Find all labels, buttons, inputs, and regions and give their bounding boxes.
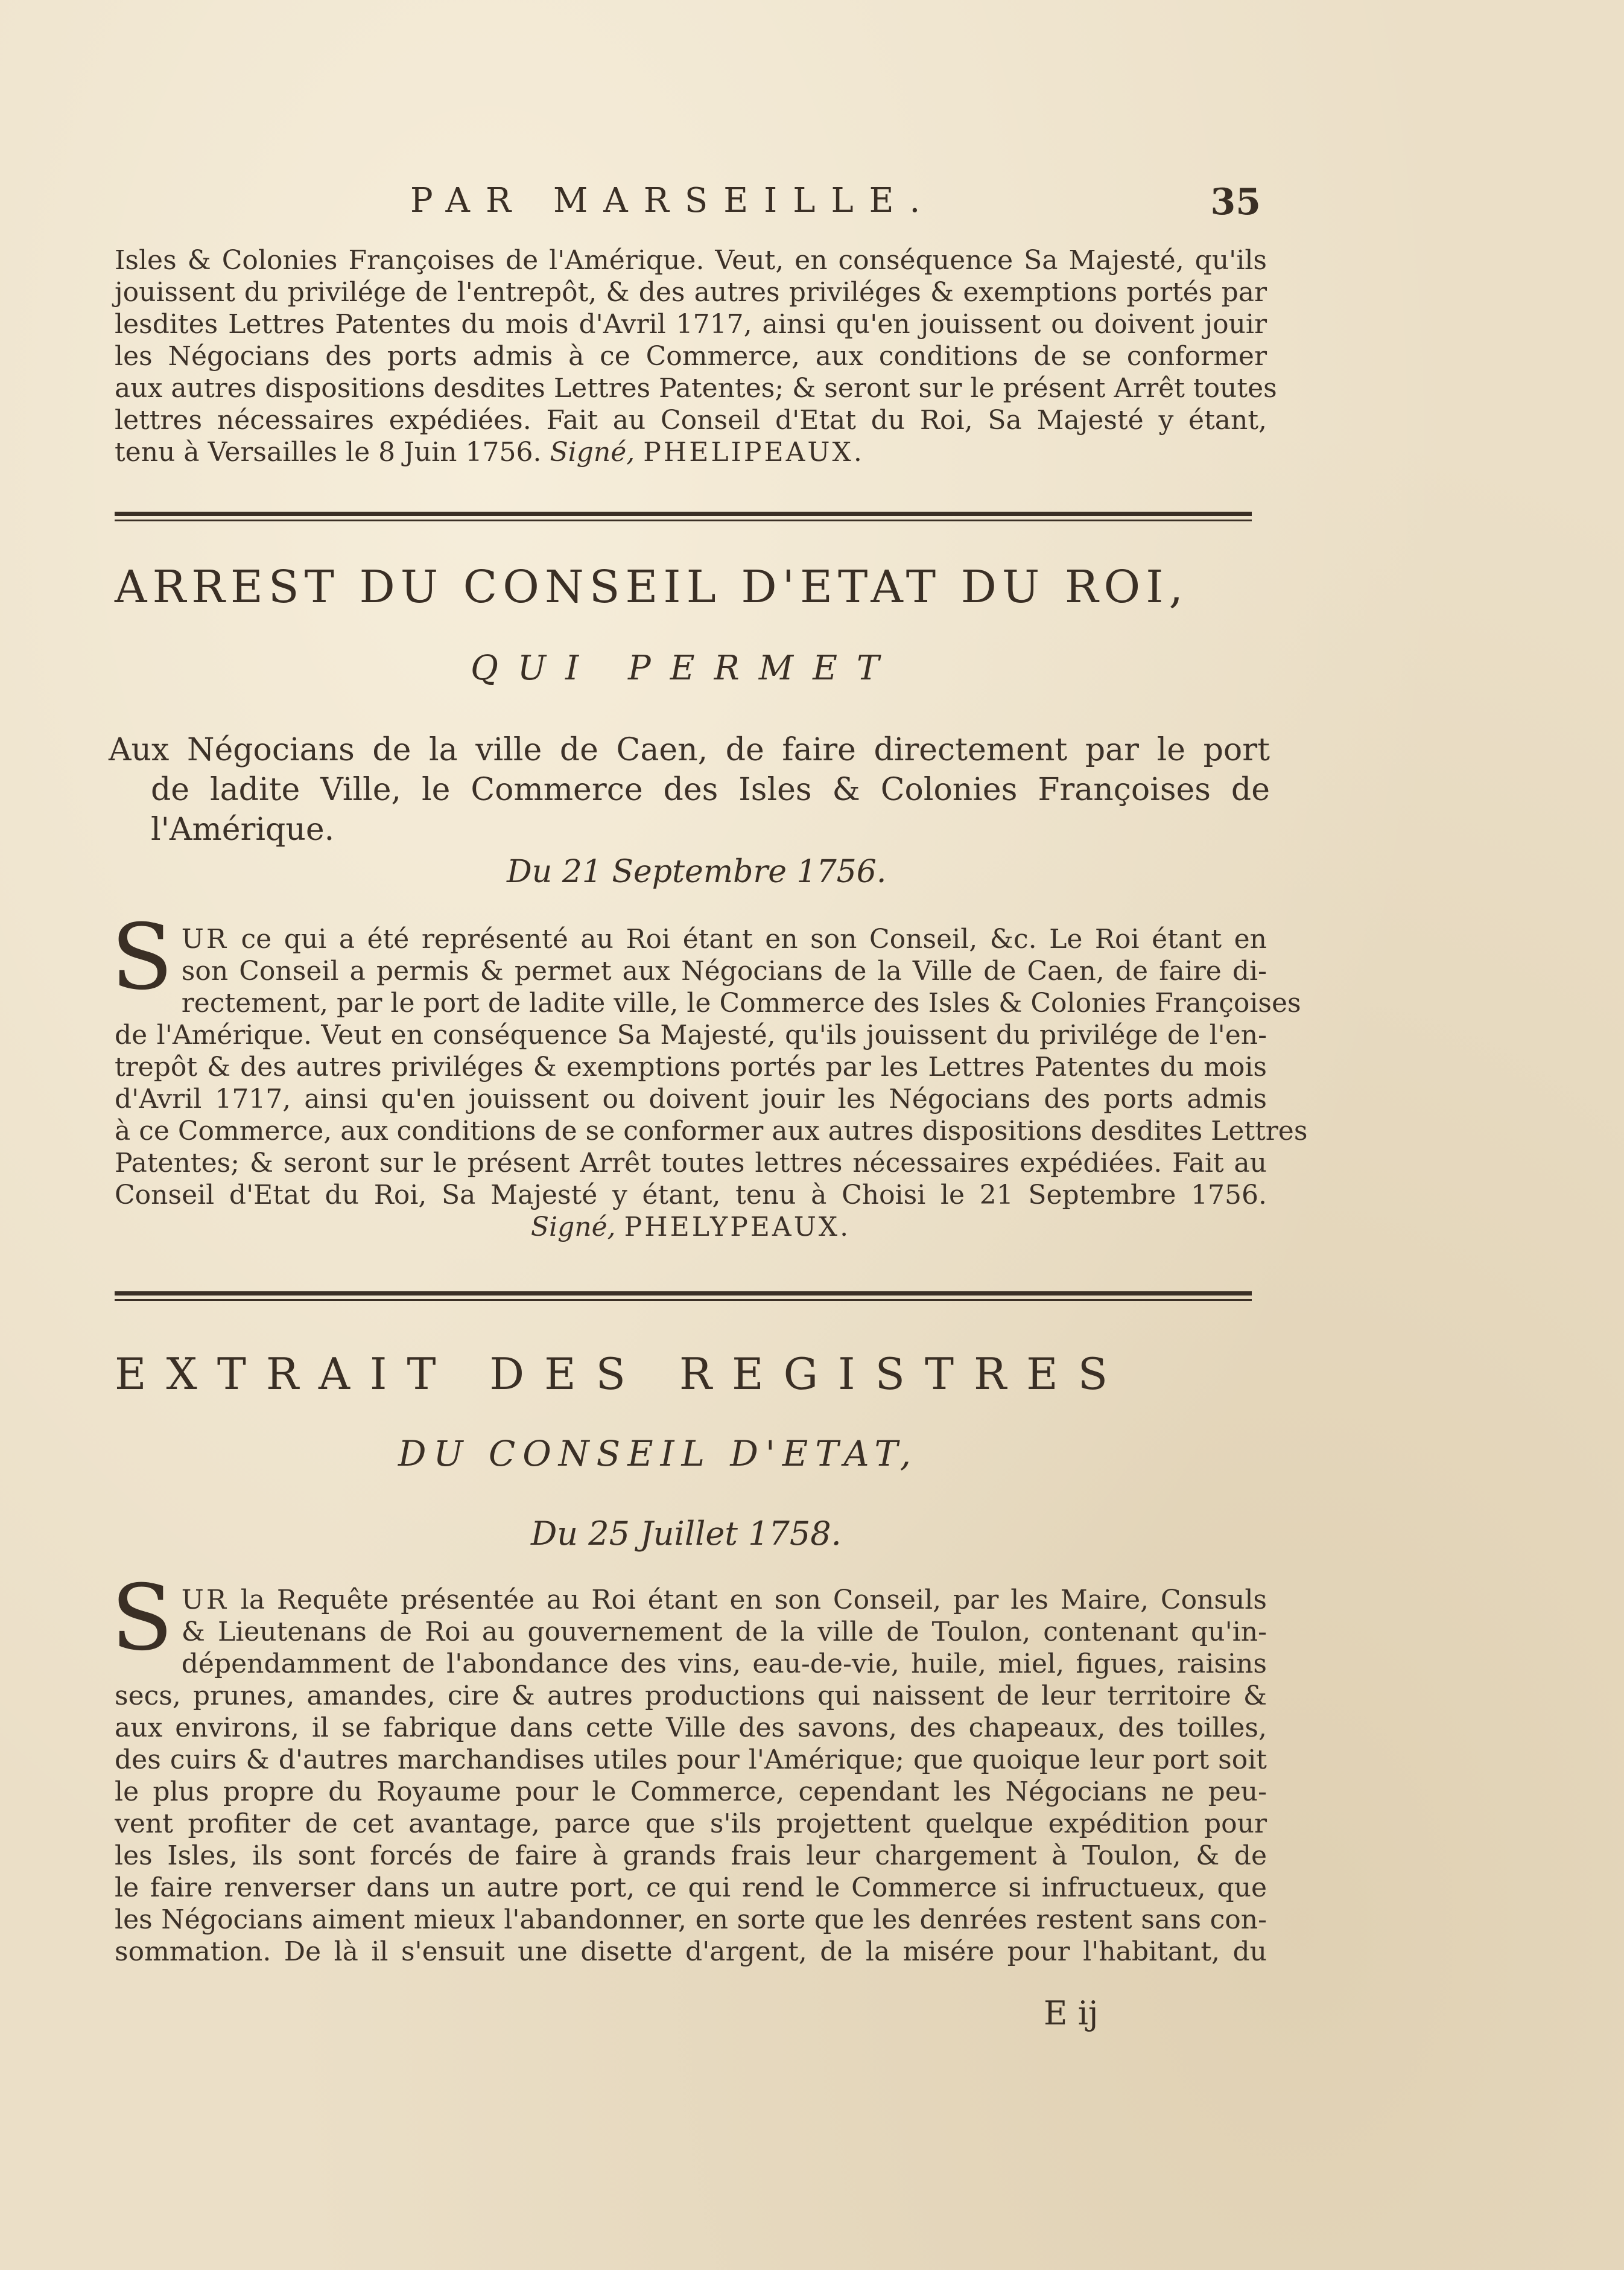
extrait-subtitle: DU CONSEIL D'ETAT,: [398, 1433, 919, 1474]
first-word: UR: [181, 1585, 229, 1615]
first-word: UR: [181, 924, 229, 955]
summary-line: de ladite Ville, le Commerce des Isles & Colonies Françoises de: [151, 772, 1270, 808]
arrest-title: ARREST DU CONSEIL D'ETAT DU ROI,: [115, 561, 1188, 613]
text-line: rectement, par le port de ladite ville, le Commerce des Isles & Colonies Françoises: [181, 988, 1301, 1019]
drop-cap: S: [111, 905, 173, 1010]
text-line: lesdites Lettres Patentes du mois d'Avril 1717, ainsi qu'en jouissent ou doivent jouir: [115, 309, 1267, 340]
text-line: le plus propre du Royaume pour le Commerce, cependant les Négocians ne peu-: [115, 1776, 1267, 1807]
text-line: les Isles, ils sont forcés de faire à grands frais leur chargement à Toulon, & de: [115, 1840, 1267, 1871]
text-line-final: tenu à Versailles le 8 Juin 1756. Signé, PHELIPEAUX.: [115, 437, 864, 468]
summary-line: Aux Négocians de la ville de Caen, de faire directement par le port: [109, 732, 1270, 768]
signed-label: Signé,: [550, 437, 635, 468]
arrest-summary: [109, 730, 1270, 850]
text-line: le faire renverser dans un autre port, ce qui rend le Commerce si infructueux, que: [115, 1872, 1267, 1903]
section-rule: [115, 1291, 1252, 1301]
text-line: à ce Commerce, aux conditions de se conformer aux autres dispositions desdites Lettres: [115, 1116, 1308, 1146]
arrest-date: Du 21 Septembre 1756.: [507, 854, 887, 890]
extrait-date: Du 25 Juillet 1758.: [531, 1515, 842, 1553]
section-rule: [115, 512, 1252, 521]
text-line: les Négocians des ports admis à ce Commerce, aux conditions de se conformer: [115, 341, 1267, 372]
text-line: Isles & Colonies Françoises de l'Amérique. Veut, en conséquence Sa Majesté, qu'ils: [115, 245, 1267, 276]
text-line: vent profiter de cet avantage, parce que s'ils projettent quelque expédition pour: [115, 1808, 1267, 1839]
extrait-body: S UR la Requête présentée au Roi étant en son Conseil, par les Maire, Consuls & Lieutenans de Roi au gouvernement de la ville de Toulon, contenant qu'in- dépendamment de l'abondance des vins, eau-de-vie, huile, miel, figues, raisins secs, prunes, amandes, cire & autres productions qui naissent de leur territoire & aux environs, il se fabrique dans cette Ville des savons, des chapeaux, des toilles, des cuirs & d'autres marchandises utiles pour l'Amérique; que quoique leur port soit le plus propre du Royaume pour le Commerce, cependant les Négocians ne peu- vent profiter de cet avantage, parce que s'ils projettent quelque expédition pour les Isles, ils sont forcés de faire à grands frais leur chargement à Toulon, & de le faire renverser dans un autre port, ce qui rend le Commerce si infructueux, que les Négocians aiment mieux l'abandonner, en sorte que les denrées restent sans con- sommation. De là il s'ensuit une disette d'argent, de la misére pour l'habitant, du: [111, 1566, 1267, 1967]
signed-label: Signé,: [530, 1212, 616, 1242]
drop-cap: S: [111, 1566, 173, 1671]
text-line: son Conseil a permis & permet aux Négocians de la Ville de Caen, de faire di-: [181, 956, 1267, 987]
text-line: lettres nécessaires expédiées. Fait au Conseil d'Etat du Roi, Sa Majesté y étant,: [115, 405, 1267, 436]
text-line: aux environs, il se fabrique dans cette Ville des savons, des chapeaux, des toilles,: [115, 1712, 1267, 1743]
text-line: Patentes; & seront sur le présent Arrêt toutes lettres nécessaires expédiées. Fait au: [115, 1148, 1267, 1178]
summary-line: l'Amérique.: [151, 812, 335, 848]
text-line: trepôt & des autres priviléges & exemptions portés par les Lettres Patentes du mois: [115, 1052, 1267, 1083]
text-line: aux autres dispositions desdites Lettres Patentes; & seront sur le présent Arrêt toutes: [115, 373, 1277, 404]
text-line: Conseil d'Etat du Roi, Sa Majesté y étant, tenu à Choisi le 21 Septembre 1756.: [115, 1180, 1267, 1210]
arrest-signature: [115, 1211, 1267, 1243]
arrest-body: S UR ce qui a été représenté au Roi étant en son Conseil, &c. Le Roi étant en son Conseil a permis & permet aux Négocians de la Ville de Caen, de faire di- rectement, par le port de ladite ville, le Commerce des Isles & Colonies Françoises de l'Amérique. Veut en conséquence Sa Majesté, qu'ils jouissent du privilége de l'en- trepôt & des autres priviléges & exemptions portés par les Lettres Patentes du mois d'Avril 1717, ainsi qu'en jouissent ou doivent jouir les Négocians des ports admis à ce Commerce, aux conditions de se conformer aux autres dispositions desdites Lettres Patentes; & seront sur le présent Arrêt toutes lettres nécessaires expédiées. Fait au Conseil d'Etat du Roi, Sa Majesté y étant, tenu à Choisi le 21 Septembre 1756. Signé, PHELYPEAUX.: [111, 905, 1308, 1242]
text-line: jouissent du privilége de l'entrepôt, & des autres priviléges & exemptions portés par: [115, 277, 1267, 308]
text-line: sommation. De là il s'ensuit une disette d'argent, de la misére pour l'habitant, du: [115, 1936, 1267, 1967]
signatory: PHELYPEAUX.: [624, 1212, 851, 1242]
text-line: de l'Amérique. Veut en conséquence Sa Majesté, qu'ils jouissent du privilége de l'en-: [115, 1020, 1267, 1051]
arrest-subtitle: QUI PERMET: [471, 649, 899, 688]
page-number: 35: [1210, 181, 1261, 223]
text-line: les Négocians aiment mieux l'abandonner, en sorte que les denrées restent sans con-: [115, 1904, 1267, 1935]
text-line: dépendamment de l'abondance des vins, eau-de-vie, huile, miel, figues, raisins: [181, 1648, 1267, 1679]
extrait-title: EXTRAIT DES REGISTRES: [115, 1349, 1128, 1399]
text-line: d'Avril 1717, ainsi qu'en jouissent ou doivent jouir les Négocians des ports admis: [115, 1084, 1267, 1114]
running-head-title: PAR MARSEILLE.: [410, 181, 936, 220]
text-line: & Lieutenans de Roi au gouvernement de la ville de Toulon, contenant qu'in-: [181, 1617, 1267, 1647]
continuation-paragraph: [115, 244, 1277, 468]
text-line: des cuirs & d'autres marchandises utiles pour l'Amérique; que quoique leur port soit: [115, 1744, 1267, 1775]
signature-mark: E ij: [1044, 1994, 1099, 2032]
running-head: [410, 181, 1261, 229]
signatory: PHELIPEAUX.: [643, 437, 864, 468]
text-line: secs, prunes, amandes, cire & autres productions qui naissent de leur territoire &: [115, 1680, 1267, 1711]
